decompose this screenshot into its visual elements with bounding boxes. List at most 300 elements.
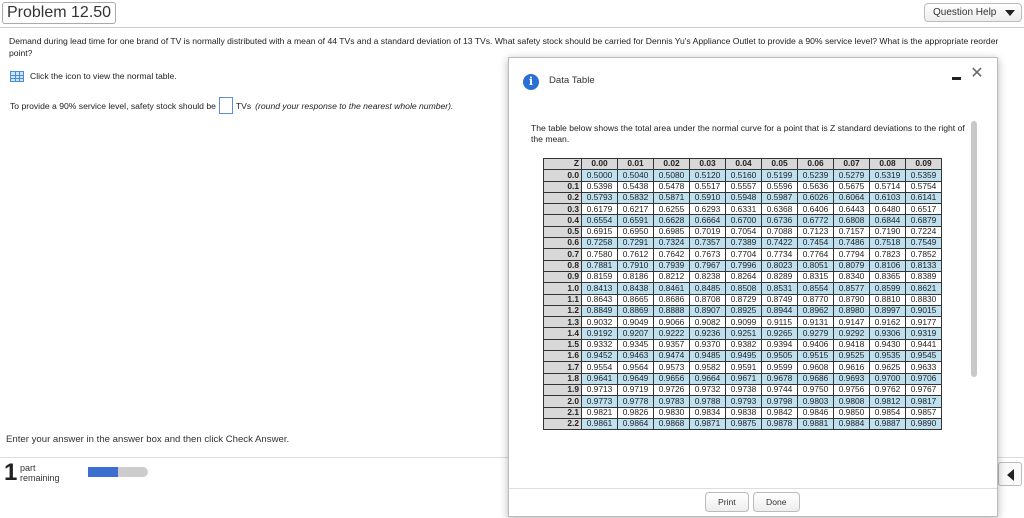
area-cell: 0.9686: [798, 373, 834, 384]
area-cell: 0.8289: [762, 271, 798, 282]
table-row: [544, 373, 942, 384]
area-cell: 0.7612: [618, 249, 654, 260]
progress-fill: [88, 467, 118, 477]
area-cell: 0.8907: [690, 305, 726, 316]
z-value-cell: 1.3: [544, 317, 582, 328]
area-cell: 0.9616: [834, 362, 870, 373]
column-header-z: Z: [544, 159, 582, 170]
area-cell: 0.7088: [762, 226, 798, 237]
area-cell: 0.9032: [582, 317, 618, 328]
table-row: [544, 204, 942, 215]
area-cell: 0.6179: [582, 204, 618, 215]
area-cell: 0.6664: [690, 215, 726, 226]
area-cell: 0.5040: [618, 170, 654, 181]
z-value-cell: 2.1: [544, 407, 582, 418]
answer-unit: TVs: [235, 100, 252, 111]
column-header: 0.00: [582, 159, 618, 170]
area-cell: 0.8849: [582, 305, 618, 316]
area-cell: 0.6443: [834, 204, 870, 215]
column-header: 0.04: [726, 159, 762, 170]
area-cell: 0.7642: [654, 249, 690, 260]
column-header: 0.06: [798, 159, 834, 170]
area-cell: 0.8159: [582, 271, 618, 282]
done-button[interactable]: Done: [753, 492, 800, 512]
area-cell: 0.9525: [834, 351, 870, 362]
table-row: [544, 249, 942, 260]
table-row: [544, 362, 942, 373]
area-cell: 0.9207: [618, 328, 654, 339]
area-cell: 0.5359: [906, 170, 942, 181]
area-cell: 0.7291: [618, 238, 654, 249]
area-cell: 0.9495: [726, 351, 762, 362]
area-cell: 0.6480: [870, 204, 906, 215]
table-icon[interactable]: [10, 71, 24, 82]
area-cell: 0.9826: [618, 407, 654, 418]
area-cell: 0.9773: [582, 396, 618, 407]
area-cell: 0.8962: [798, 305, 834, 316]
area-cell: 0.7549: [906, 238, 942, 249]
area-cell: 0.9430: [870, 339, 906, 350]
area-cell: 0.9732: [690, 384, 726, 395]
area-cell: 0.8790: [834, 294, 870, 305]
question-text: Demand during lead time for one brand of TV is normally distributed with a mean of 44 TVs and a standard deviation of 13 TVs. What safety stock should be carried for Dennis Yu's Appliance Outlet to provide a 90% service level? What is the appropriate reorder point?: [9, 36, 999, 58]
area-cell: 0.9656: [654, 373, 690, 384]
area-cell: 0.6628: [654, 215, 690, 226]
column-header: 0.09: [906, 159, 942, 170]
table-row: [544, 418, 942, 429]
z-value-cell: 1.1: [544, 294, 582, 305]
answer-instruction: Enter your answer in the answer box and then click Check Answer.: [6, 434, 290, 445]
area-cell: 0.5675: [834, 181, 870, 192]
area-cell: 0.8729: [726, 294, 762, 305]
area-cell: 0.7389: [726, 238, 762, 249]
area-cell: 0.8554: [798, 283, 834, 294]
area-cell: 0.7704: [726, 249, 762, 260]
area-cell: 0.9738: [726, 384, 762, 395]
area-cell: 0.9778: [618, 396, 654, 407]
area-cell: 0.9418: [834, 339, 870, 350]
table-row: [544, 215, 942, 226]
area-cell: 0.9803: [798, 396, 834, 407]
print-button[interactable]: Print: [705, 492, 749, 512]
area-cell: 0.9671: [726, 373, 762, 384]
area-cell: 0.7486: [834, 238, 870, 249]
area-cell: 0.9881: [798, 418, 834, 429]
area-cell: 0.5239: [798, 170, 834, 181]
minimize-button[interactable]: [952, 77, 961, 80]
area-cell: 0.8340: [834, 271, 870, 282]
area-cell: 0.9192: [582, 328, 618, 339]
area-cell: 0.7518: [870, 238, 906, 249]
area-cell: 0.8980: [834, 305, 870, 316]
area-cell: 0.7454: [798, 238, 834, 249]
area-cell: 0.6985: [654, 226, 690, 237]
area-cell: 0.7764: [798, 249, 834, 260]
area-cell: 0.9812: [870, 396, 906, 407]
area-cell: 0.9554: [582, 362, 618, 373]
column-header: 0.08: [870, 159, 906, 170]
title-bar: [0, 0, 1024, 28]
table-row: [544, 317, 942, 328]
area-cell: 0.8389: [906, 271, 942, 282]
area-cell: 0.5080: [654, 170, 690, 181]
z-value-cell: 1.2: [544, 305, 582, 316]
area-cell: 0.8997: [870, 305, 906, 316]
area-cell: 0.5987: [762, 192, 798, 203]
dialog-header: [509, 58, 997, 103]
area-cell: 0.6406: [798, 204, 834, 215]
area-cell: 0.9850: [834, 407, 870, 418]
area-cell: 0.7823: [870, 249, 906, 260]
parts-label-line2: remaining: [20, 473, 60, 483]
area-cell: 0.8365: [870, 271, 906, 282]
area-cell: 0.9474: [654, 351, 690, 362]
area-cell: 0.9332: [582, 339, 618, 350]
area-cell: 0.9664: [690, 373, 726, 384]
dialog-footer: [509, 488, 997, 518]
area-cell: 0.9887: [870, 418, 906, 429]
area-cell: 0.8413: [582, 283, 618, 294]
z-value-cell: 0.1: [544, 181, 582, 192]
area-cell: 0.9817: [906, 396, 942, 407]
column-header: 0.02: [654, 159, 690, 170]
area-cell: 0.9788: [690, 396, 726, 407]
area-cell: 0.9633: [906, 362, 942, 373]
z-value-cell: 0.6: [544, 238, 582, 249]
table-row: [544, 328, 942, 339]
area-cell: 0.7054: [726, 226, 762, 237]
area-cell: 0.8133: [906, 260, 942, 271]
area-cell: 0.9292: [834, 328, 870, 339]
area-cell: 0.7996: [726, 260, 762, 271]
area-cell: 0.9406: [798, 339, 834, 350]
area-cell: 0.7357: [690, 238, 726, 249]
area-cell: 0.9382: [726, 339, 762, 350]
table-row: [544, 351, 942, 362]
area-cell: 0.5120: [690, 170, 726, 181]
problem-title: Problem 12.50: [2, 2, 116, 24]
z-value-cell: 0.7: [544, 249, 582, 260]
area-cell: 0.8770: [798, 294, 834, 305]
close-button[interactable]: ✕: [970, 65, 984, 82]
area-cell: 0.9131: [798, 317, 834, 328]
area-cell: 0.8708: [690, 294, 726, 305]
area-cell: 0.5793: [582, 192, 618, 203]
area-cell: 0.9854: [870, 407, 906, 418]
column-header: 0.05: [762, 159, 798, 170]
parts-label: [20, 463, 60, 483]
parts-count: 1: [4, 459, 18, 486]
z-value-cell: 1.0: [544, 283, 582, 294]
area-cell: 0.6217: [618, 204, 654, 215]
answer-hint: (round your response to the nearest whole number).: [255, 100, 454, 111]
dialog-description: The table below shows the total area under the normal curve for a point that is Z standard deviations to the right of the mean.: [531, 123, 965, 144]
table-row: [544, 260, 942, 271]
area-cell: 0.9015: [906, 305, 942, 316]
area-cell: 0.9726: [654, 384, 690, 395]
area-cell: 0.9591: [726, 362, 762, 373]
area-cell: 0.9625: [870, 362, 906, 373]
area-cell: 0.6772: [798, 215, 834, 226]
area-cell: 0.9884: [834, 418, 870, 429]
area-cell: 0.9452: [582, 351, 618, 362]
area-cell: 0.6368: [762, 204, 798, 215]
area-cell: 0.8485: [690, 283, 726, 294]
area-cell: 0.9394: [762, 339, 798, 350]
area-cell: 0.6700: [726, 215, 762, 226]
area-cell: 0.9864: [618, 418, 654, 429]
area-cell: 0.8051: [798, 260, 834, 271]
area-cell: 0.8665: [618, 294, 654, 305]
area-cell: 0.8212: [654, 271, 690, 282]
area-cell: 0.9370: [690, 339, 726, 350]
z-value-cell: 0.5: [544, 226, 582, 237]
area-cell: 0.5438: [618, 181, 654, 192]
area-cell: 0.7967: [690, 260, 726, 271]
area-cell: 0.8508: [726, 283, 762, 294]
area-cell: 0.9599: [762, 362, 798, 373]
z-value-cell: 1.7: [544, 362, 582, 373]
table-row: [544, 192, 942, 203]
area-cell: 0.8599: [870, 283, 906, 294]
area-cell: 0.5636: [798, 181, 834, 192]
area-cell: 0.5279: [834, 170, 870, 181]
area-cell: 0.9306: [870, 328, 906, 339]
area-cell: 0.9236: [690, 328, 726, 339]
area-cell: 0.7881: [582, 260, 618, 271]
area-cell: 0.9177: [906, 317, 942, 328]
area-cell: 0.9868: [654, 418, 690, 429]
table-row: [544, 407, 942, 418]
area-cell: 0.8577: [834, 283, 870, 294]
area-cell: 0.5910: [690, 192, 726, 203]
area-cell: 0.9750: [798, 384, 834, 395]
table-row: [544, 170, 942, 181]
area-cell: 0.9871: [690, 418, 726, 429]
dialog-title: Data Table: [549, 75, 595, 86]
area-cell: 0.9251: [726, 328, 762, 339]
area-cell: 0.5319: [870, 170, 906, 181]
area-cell: 0.9357: [654, 339, 690, 350]
area-cell: 0.9838: [726, 407, 762, 418]
area-cell: 0.9830: [654, 407, 690, 418]
area-cell: 0.9573: [654, 362, 690, 373]
area-cell: 0.9463: [618, 351, 654, 362]
triangle-left-icon: [1007, 469, 1014, 481]
area-cell: 0.9842: [762, 407, 798, 418]
area-cell: 0.6141: [906, 192, 942, 203]
z-value-cell: 2.0: [544, 396, 582, 407]
area-cell: 0.9485: [690, 351, 726, 362]
column-header: 0.01: [618, 159, 654, 170]
area-cell: 0.9878: [762, 418, 798, 429]
area-cell: 0.9821: [582, 407, 618, 418]
area-cell: 0.9857: [906, 407, 942, 418]
z-value-cell: 2.2: [544, 418, 582, 429]
area-cell: 0.7157: [834, 226, 870, 237]
area-cell: 0.8106: [870, 260, 906, 271]
table-header-row: [544, 159, 942, 170]
dialog-body: [509, 103, 997, 493]
area-cell: 0.9564: [618, 362, 654, 373]
table-row: [544, 271, 942, 282]
z-value-cell: 1.5: [544, 339, 582, 350]
area-cell: 0.9049: [618, 317, 654, 328]
area-cell: 0.7123: [798, 226, 834, 237]
area-cell: 0.9515: [798, 351, 834, 362]
area-cell: 0.6736: [762, 215, 798, 226]
area-cell: 0.9582: [690, 362, 726, 373]
area-cell: 0.8944: [762, 305, 798, 316]
answer-prefix: To provide a 90% service level, safety stock should be: [10, 100, 216, 111]
area-cell: 0.9641: [582, 373, 618, 384]
normal-table: [543, 158, 942, 430]
area-cell: 0.8264: [726, 271, 762, 282]
area-cell: 0.5714: [870, 181, 906, 192]
normal-table-link-label[interactable]: Click the icon to view the normal table.: [30, 71, 177, 81]
area-cell: 0.7258: [582, 238, 618, 249]
area-cell: 0.5871: [654, 192, 690, 203]
area-cell: 0.9099: [726, 317, 762, 328]
safety-stock-input[interactable]: [219, 97, 233, 114]
caret-down-icon: [1005, 10, 1015, 16]
table-row: [544, 226, 942, 237]
area-cell: 0.8079: [834, 260, 870, 271]
question-help-label: Question Help: [933, 7, 997, 18]
area-cell: 0.9693: [834, 373, 870, 384]
z-value-cell: 1.4: [544, 328, 582, 339]
area-cell: 0.7939: [654, 260, 690, 271]
question-help-button[interactable]: [924, 3, 1022, 22]
area-cell: 0.6255: [654, 204, 690, 215]
area-cell: 0.7019: [690, 226, 726, 237]
area-cell: 0.9834: [690, 407, 726, 418]
z-value-cell: 1.8: [544, 373, 582, 384]
area-cell: 0.6950: [618, 226, 654, 237]
area-cell: 0.9700: [870, 373, 906, 384]
area-cell: 0.9147: [834, 317, 870, 328]
area-cell: 0.5160: [726, 170, 762, 181]
area-cell: 0.7190: [870, 226, 906, 237]
z-value-cell: 1.6: [544, 351, 582, 362]
area-cell: 0.9744: [762, 384, 798, 395]
z-value-cell: 0.2: [544, 192, 582, 203]
area-cell: 0.9890: [906, 418, 942, 429]
area-cell: 0.9861: [582, 418, 618, 429]
area-cell: 0.9319: [906, 328, 942, 339]
area-cell: 0.9793: [726, 396, 762, 407]
answer-line: [10, 97, 453, 114]
z-value-cell: 0.0: [544, 170, 582, 181]
table-row: [544, 181, 942, 192]
area-cell: 0.9756: [834, 384, 870, 395]
area-cell: 0.9649: [618, 373, 654, 384]
area-cell: 0.5754: [906, 181, 942, 192]
z-value-cell: 0.3: [544, 204, 582, 215]
area-cell: 0.9066: [654, 317, 690, 328]
area-cell: 0.8238: [690, 271, 726, 282]
area-cell: 0.9535: [870, 351, 906, 362]
area-cell: 0.9808: [834, 396, 870, 407]
area-cell: 0.7324: [654, 238, 690, 249]
area-cell: 0.5517: [690, 181, 726, 192]
area-cell: 0.8925: [726, 305, 762, 316]
area-cell: 0.5832: [618, 192, 654, 203]
area-cell: 0.9798: [762, 396, 798, 407]
area-cell: 0.6293: [690, 204, 726, 215]
area-cell: 0.5398: [582, 181, 618, 192]
area-cell: 0.8023: [762, 260, 798, 271]
area-cell: 0.9082: [690, 317, 726, 328]
area-cell: 0.9222: [654, 328, 690, 339]
area-cell: 0.7794: [834, 249, 870, 260]
area-cell: 0.8438: [618, 283, 654, 294]
column-header: 0.07: [834, 159, 870, 170]
area-cell: 0.9719: [618, 384, 654, 395]
area-cell: 0.9115: [762, 317, 798, 328]
z-value-cell: 0.4: [544, 215, 582, 226]
area-cell: 0.6844: [870, 215, 906, 226]
area-cell: 0.9678: [762, 373, 798, 384]
area-cell: 0.8531: [762, 283, 798, 294]
area-cell: 0.6517: [906, 204, 942, 215]
area-cell: 0.8643: [582, 294, 618, 305]
area-cell: 0.9265: [762, 328, 798, 339]
area-cell: 0.7852: [906, 249, 942, 260]
area-cell: 0.9162: [870, 317, 906, 328]
area-cell: 0.9608: [798, 362, 834, 373]
area-cell: 0.5000: [582, 170, 618, 181]
data-table-dialog: [508, 57, 998, 517]
area-cell: 0.7734: [762, 249, 798, 260]
area-cell: 0.8186: [618, 271, 654, 282]
previous-button[interactable]: [998, 462, 1022, 486]
area-cell: 0.6591: [618, 215, 654, 226]
area-cell: 0.5478: [654, 181, 690, 192]
table-row: [544, 305, 942, 316]
area-cell: 0.5948: [726, 192, 762, 203]
area-cell: 0.7224: [906, 226, 942, 237]
table-row: [544, 283, 942, 294]
area-cell: 0.9706: [906, 373, 942, 384]
area-cell: 0.8315: [798, 271, 834, 282]
area-cell: 0.6915: [582, 226, 618, 237]
area-cell: 0.8461: [654, 283, 690, 294]
normal-table-link[interactable]: [10, 70, 177, 82]
table-row: [544, 294, 942, 305]
area-cell: 0.9846: [798, 407, 834, 418]
area-cell: 0.6026: [798, 192, 834, 203]
area-cell: 0.6808: [834, 215, 870, 226]
area-cell: 0.7422: [762, 238, 798, 249]
area-cell: 0.9875: [726, 418, 762, 429]
area-cell: 0.7673: [690, 249, 726, 260]
area-cell: 0.9441: [906, 339, 942, 350]
area-cell: 0.9505: [762, 351, 798, 362]
area-cell: 0.6103: [870, 192, 906, 203]
area-cell: 0.9545: [906, 351, 942, 362]
area-cell: 0.9279: [798, 328, 834, 339]
column-header: 0.03: [690, 159, 726, 170]
table-row: [544, 238, 942, 249]
info-icon: i: [523, 74, 539, 90]
area-cell: 0.6879: [906, 215, 942, 226]
table-row: [544, 396, 942, 407]
area-cell: 0.6064: [834, 192, 870, 203]
area-cell: 0.7910: [618, 260, 654, 271]
area-cell: 0.9767: [906, 384, 942, 395]
scrollbar[interactable]: [971, 121, 977, 377]
